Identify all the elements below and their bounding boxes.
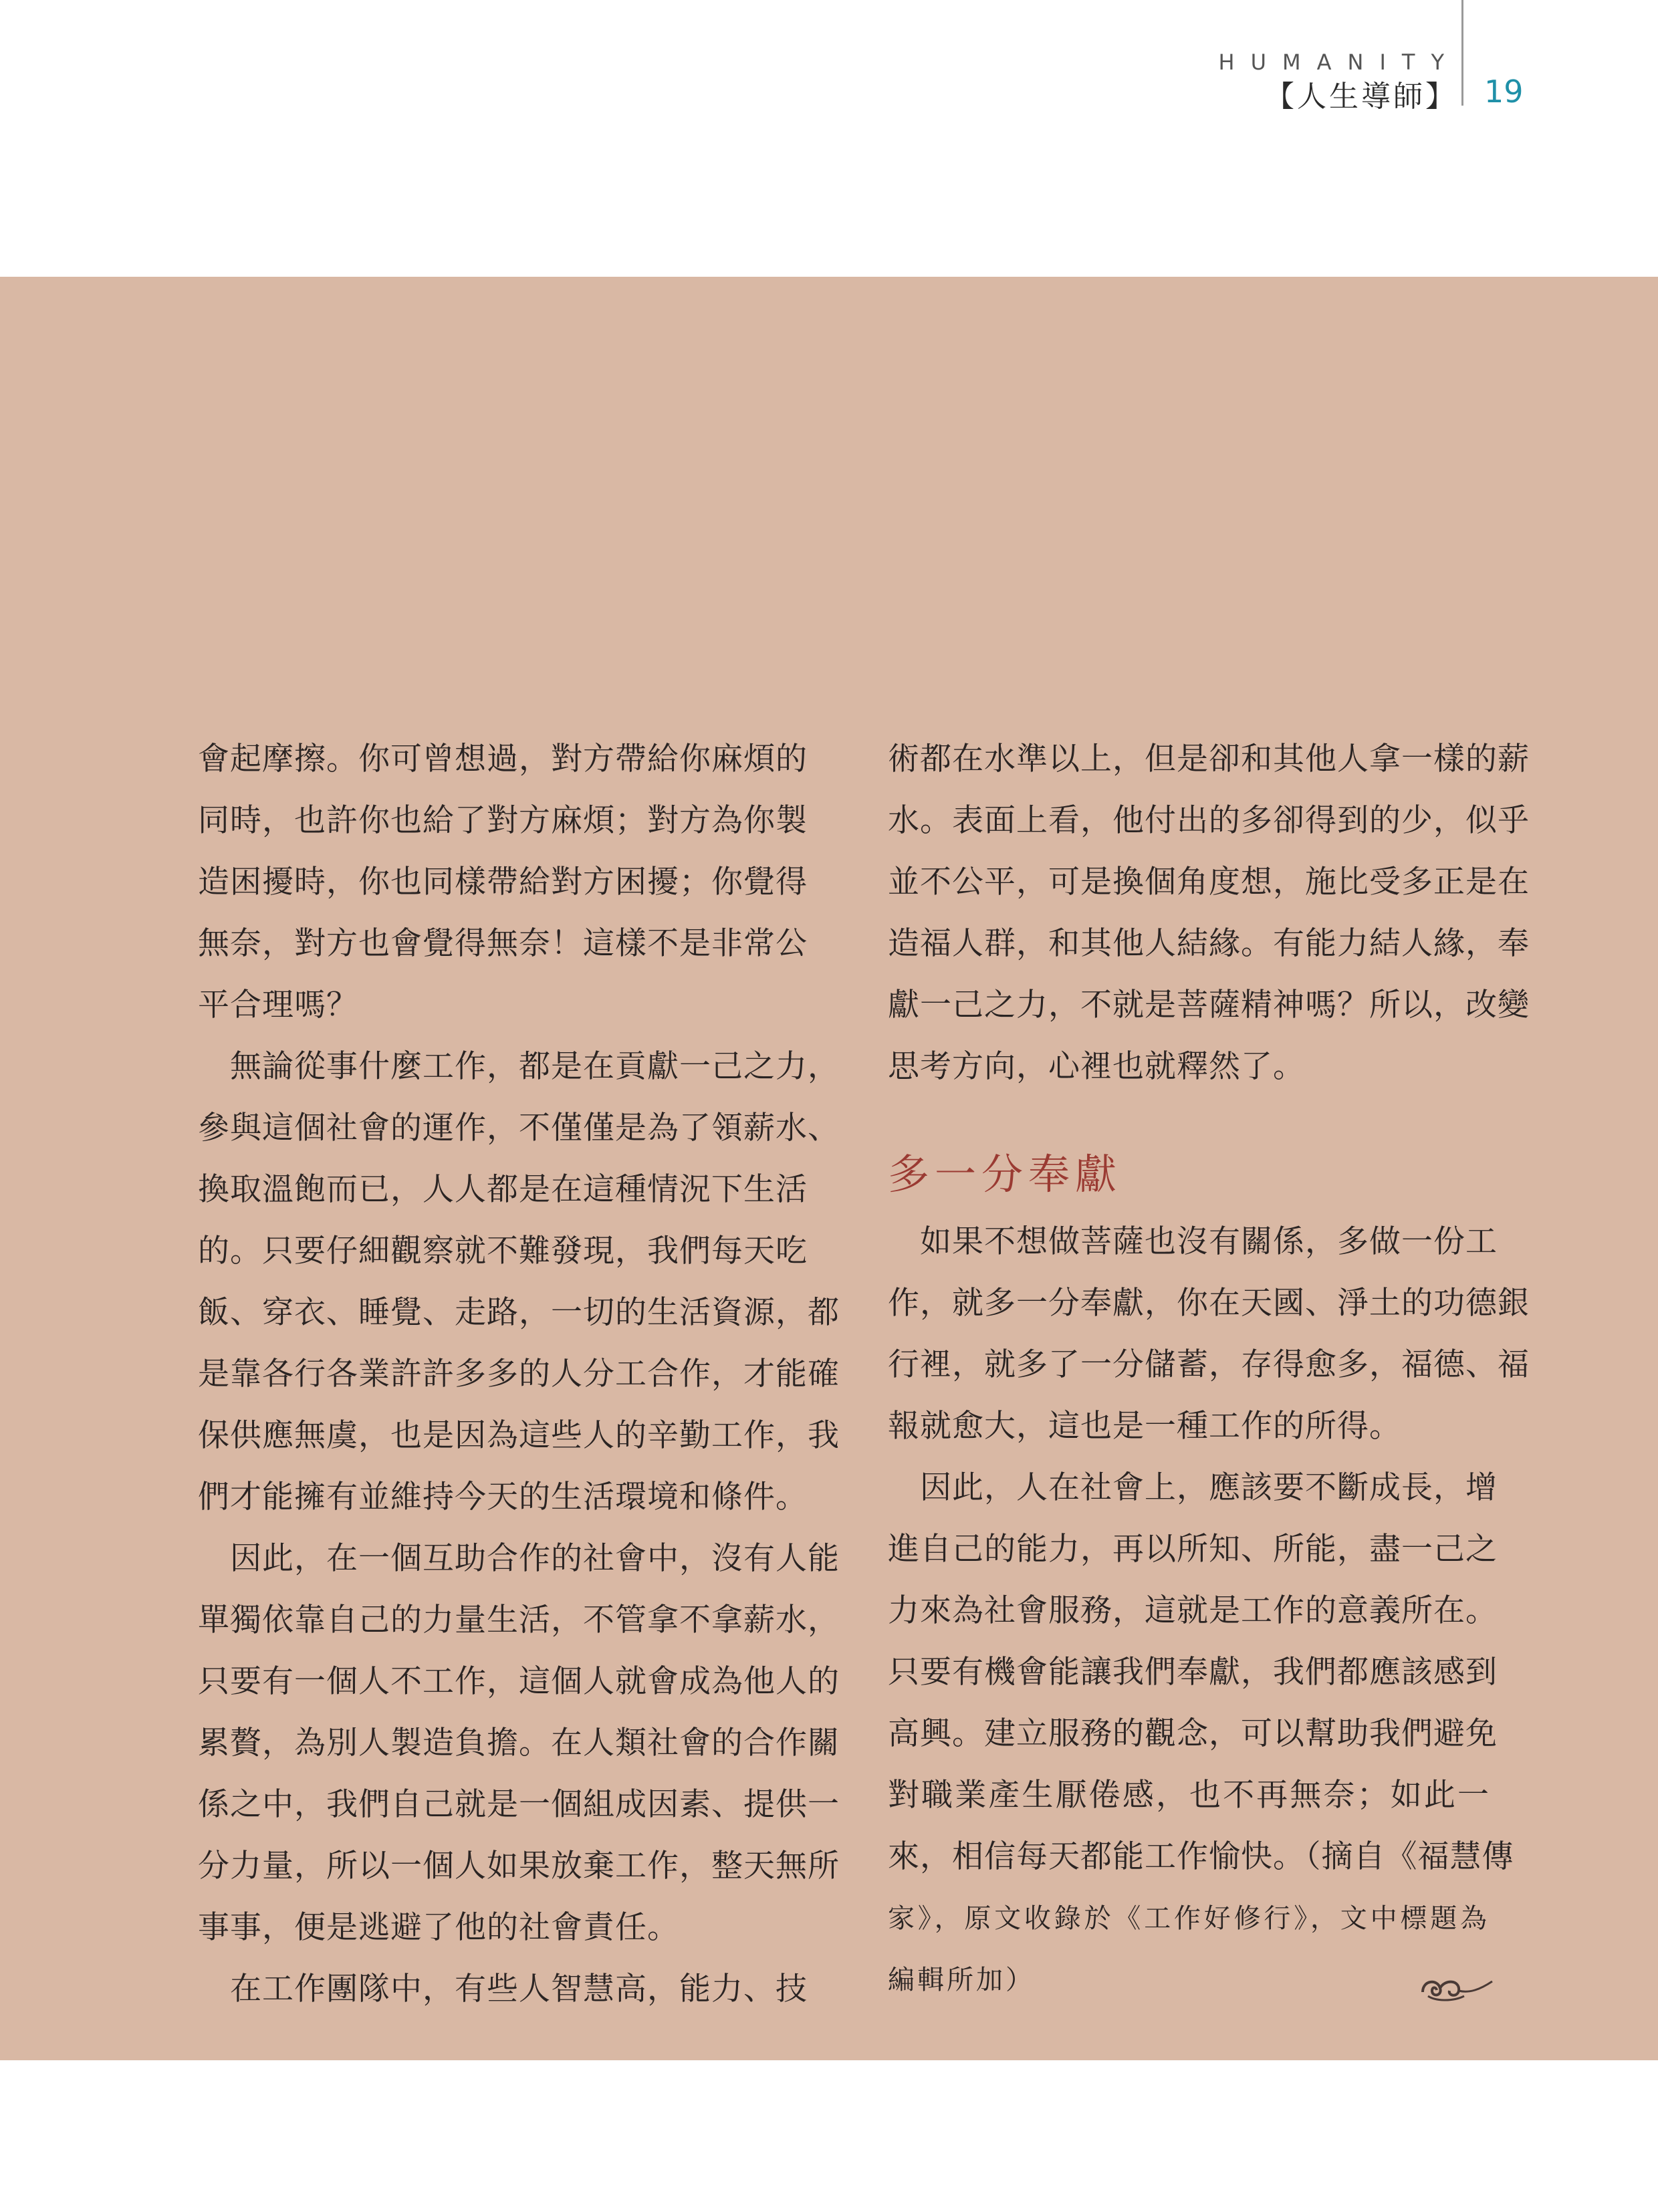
paragraph-line: 因此，在一個互助合作的社會中，沒有人能 <box>230 1540 840 1577</box>
paragraph-line: 高興。建立服務的觀念，可以幫助我們避免 <box>888 1715 1498 1752</box>
paragraph-line: 累贅，為別人製造負擔。在人類社會的合作關 <box>198 1725 840 1761</box>
paragraph-line: 係之中，我們自己就是一個組成因素、提供一 <box>198 1786 840 1823</box>
paragraph-line: 思考方向，心裡也就釋然了。 <box>888 1048 1305 1085</box>
paragraph-line: 水。表面上看，他付出的多卻得到的少，似乎 <box>888 802 1530 839</box>
magazine-name: HUMANITY <box>1218 49 1460 75</box>
page-number: 19 <box>1484 74 1524 110</box>
paragraph-line: 無奈，對方也會覺得無奈！這樣不是非常公 <box>198 925 808 962</box>
paragraph-line: 作，就多一分奉獻，你在天國、淨土的功德銀 <box>888 1285 1530 1322</box>
paragraph-line: 換取溫飽而已，人人都是在這種情況下生活 <box>198 1171 808 1208</box>
paragraph-line: 飯、穿衣、睡覺、走路，一切的生活資源，都 <box>198 1294 840 1331</box>
paragraph-line: 只要有機會能讓我們奉獻，我們都應該感到 <box>888 1654 1498 1691</box>
paragraph-line: 無論從事什麼工作，都是在貢獻一己之力， <box>230 1048 840 1085</box>
paragraph-line: 平合理嗎？ <box>198 987 358 1023</box>
paragraph-line: 造困擾時，你也同樣帶給對方困擾；你覺得 <box>198 864 808 900</box>
article-left-column <box>198 729 840 2020</box>
paragraph-line: 參與這個社會的運作，不僅僅是為了領薪水、 <box>198 1110 840 1146</box>
paragraph-line: 力來為社會服務，這就是工作的意義所在。 <box>888 1592 1498 1629</box>
section-subheading: 多一分奉獻 <box>888 1150 1122 1199</box>
paragraph-line: 進自己的能力，再以所知、所能，盡一己之 <box>888 1531 1498 1568</box>
source-note-line: 家》，原文收錄於《工作好修行》，文中標題為 <box>888 1903 1490 1934</box>
paragraph-line: 造福人群，和其他人結緣。有能力結人緣，奉 <box>888 925 1530 962</box>
cloud-swirl-ornament-icon <box>1416 1972 1496 2005</box>
paragraph-line: 對職業產生厭倦感，也不再無奈；如此一 <box>888 1777 1490 1814</box>
paragraph-line: 同時，也許你也給了對方麻煩；對方為你製 <box>198 802 808 839</box>
paragraph-line: 術都在水準以上，但是卻和其他人拿一樣的薪 <box>888 741 1530 777</box>
paragraph-line: 分力量，所以一個人如果放棄工作，整天無所 <box>198 1848 840 1884</box>
paragraph-line: 單獨依靠自己的力量生活，不管拿不拿薪水， <box>198 1602 840 1638</box>
header-divider <box>1461 0 1463 106</box>
paragraph-line: 如果不想做菩薩也沒有關係，多做一份工 <box>920 1223 1498 1260</box>
paragraph-line: 的。只要仔細觀察就不難發現，我們每天吃 <box>198 1233 808 1269</box>
paragraph-line: 報就愈大，這也是一種工作的所得。 <box>888 1408 1401 1445</box>
paragraph-line: 在工作團隊中，有些人智慧高，能力、技 <box>230 1971 808 2007</box>
paragraph-line: 來，相信每天都能工作愉快。（摘自《福慧傳 <box>888 1838 1514 1875</box>
paragraph-line: 是靠各行各業許許多多的人分工合作，才能確 <box>198 1356 840 1392</box>
paragraph-line: 事事，便是逃避了他的社會責任。 <box>198 1909 679 1946</box>
paragraph-line: 會起摩擦。你可曾想過，對方帶給你麻煩的 <box>198 741 808 777</box>
paragraph-line: 行裡，就多了一分儲蓄，存得愈多，福德、福 <box>888 1346 1530 1383</box>
paragraph-line: 們才能擁有並維持今天的生活環境和條件。 <box>198 1479 808 1515</box>
section-name: 【人生導師】 <box>1265 80 1457 114</box>
paragraph-line: 只要有一個人不工作，這個人就會成為他人的 <box>198 1663 840 1700</box>
paragraph-line: 獻一己之力，不就是菩薩精神嗎？所以，改變 <box>888 987 1530 1023</box>
source-note-line: 編輯所加） <box>888 1965 1035 1995</box>
paragraph-line: 並不公平，可是換個角度想，施比受多正是在 <box>888 864 1530 900</box>
paragraph-line: 因此，人在社會上，應該要不斷成長，增 <box>920 1469 1498 1506</box>
article-right-column <box>888 729 1530 2011</box>
paragraph-line: 保供應無虞，也是因為這些人的辛勤工作，我 <box>198 1417 840 1454</box>
